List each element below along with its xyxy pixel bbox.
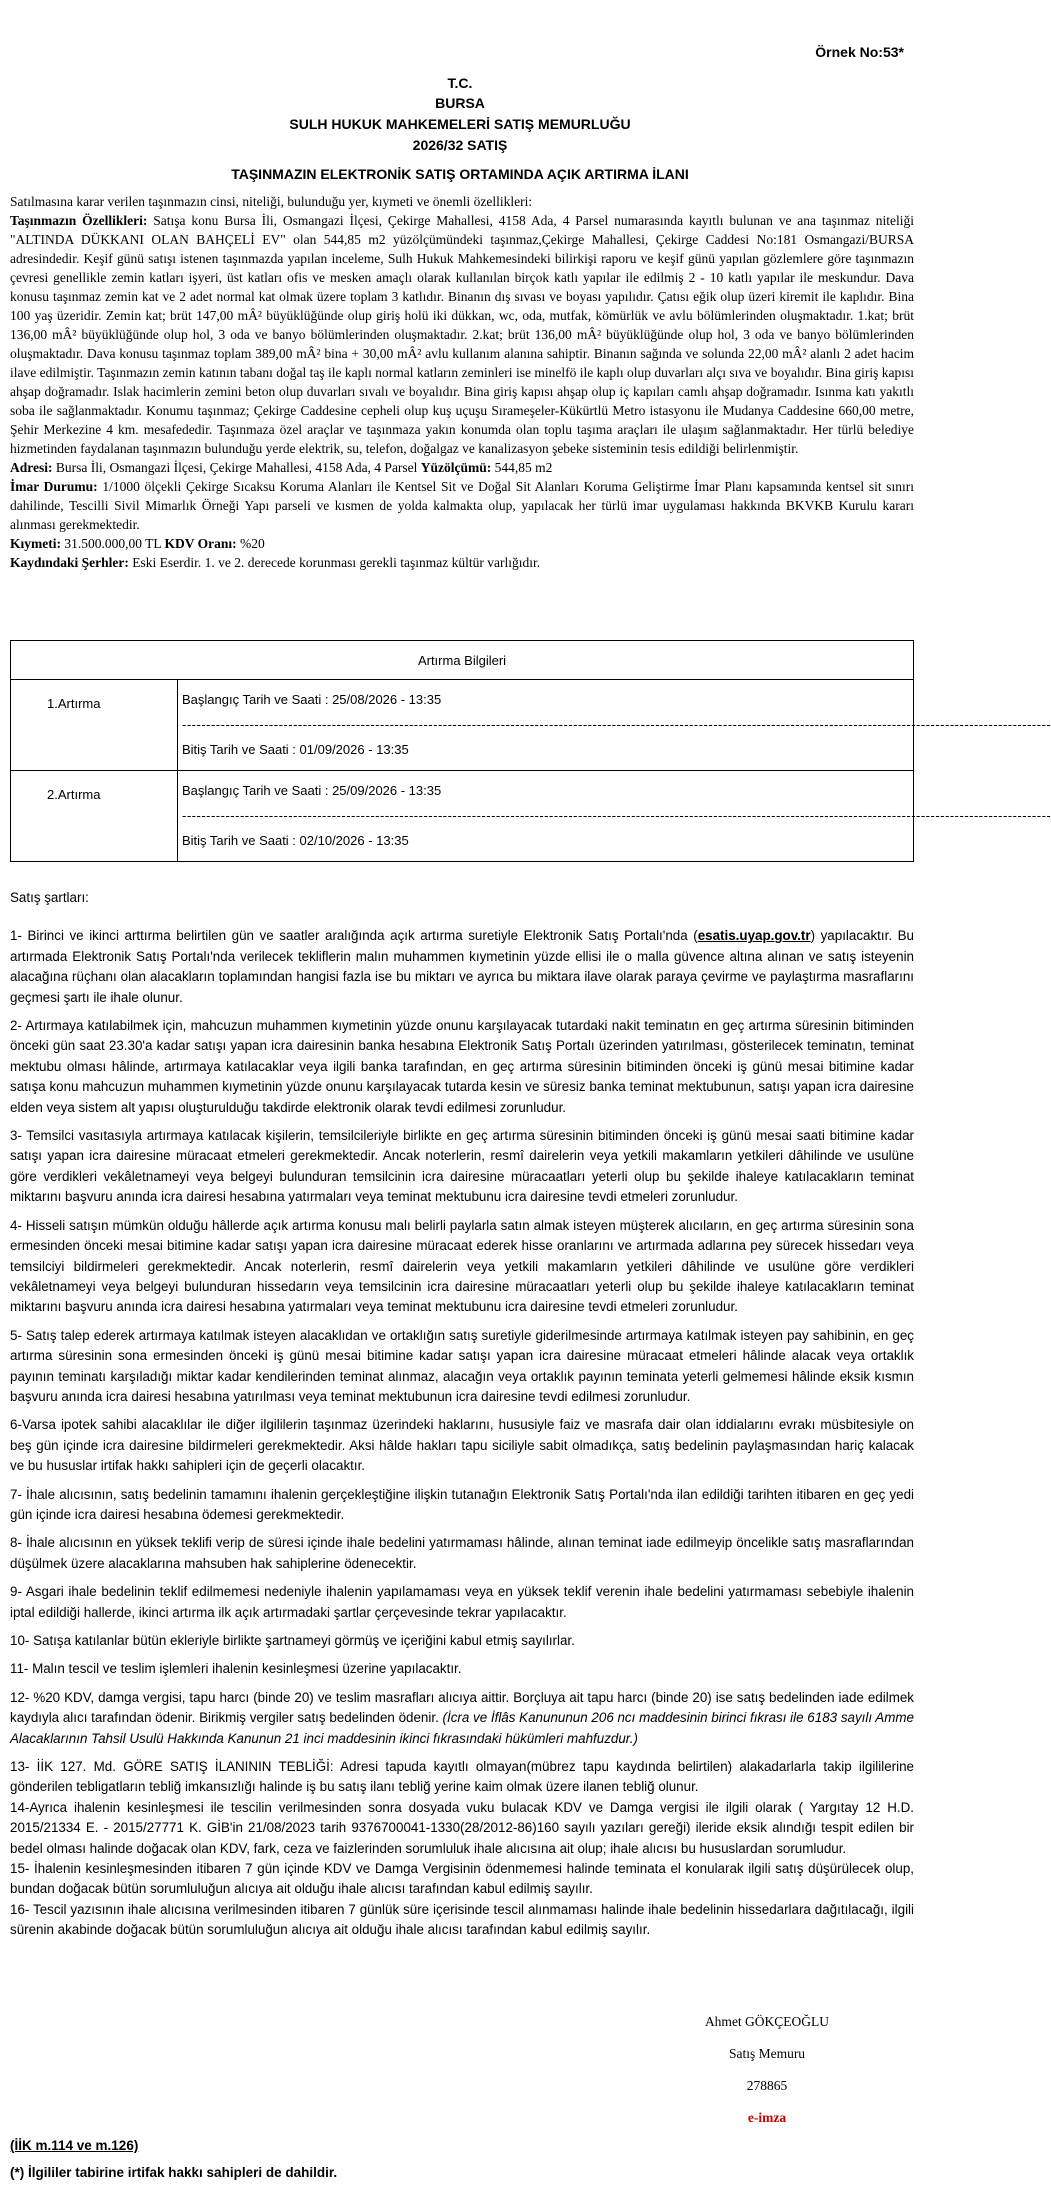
property-terms [10,553,914,572]
condition-11: 11- Malın tescil ve teslim işlemleri ihalenin kesinleşmesi üzerine yapılacaktır. [10,1661,462,1677]
condition-3: 3- Temsilci vasıtasıyla artırmaya katılacak kişilerin, temsilcileriyle birlikte en geç artırma süresinin bitiminden önceki iş günü mesai saati bitimine kadar satışı yapan icra dairesine müracaat etmeleri gerekmektedir. Ancak noterlerin, resmî dairelerin veya yetkili makamların yetkileri dâhilinde ve usulüne göre verdikleri vekâletnameyi veya belgeyi bulunduran temsilcinin icra dairesine müracaatları yeterli olup bu şekilde ihaleye katılacakların teminat miktarını başvuru anında icra dairesi hesabına yatırmaları veya teminat mektubunu icra dairesine tevdi etmeleri zorunludur. [10,1128,914,1205]
footer-note: (*) İlgililer tabirine irtifak hakkı sahipleri de dahildir. [10,2165,338,2180]
property-features [10,211,914,458]
zoning-label: İmar Durumu: [10,479,98,494]
property-zoning [10,477,914,534]
zoning-text: 1/1000 ölçekli Çekirge Sıcaksu Koruma Alanları ile Kentsel Sit ve Doğal Sit Alanları Koruma Geliştirme İmar Planı kapsamında kentsel sit sınırı dahilinde, Tescilli Sivil Mimarlık Örneği Yapı parseli ve kısmen de yolda kalmakta olup, yapılacak her türlü imar uygulaması hakkında BKVKB Kurulu kararı alınması gerekmektedir. [10,479,915,532]
condition-5: 5- Satış talep ederek artırmaya katılmak isteyen alacaklıdan ve ortaklığın satış suretiyle giderilmesinde artırmaya katılmak isteyen pay sahibinin, en geç artırma süresinin sona ermesinden önceki iş günü mesai bitimine kadar satışı yapan icra dairesine müracaat etmeleri hâlinde alacak veya ortaklık payının teminatı karşıladığı miktar kadar kendilerinden teminat alınmaz, alacağın veya ortaklık payının teminata yeterli gelmemesi hâlinde eksik kısmın başvuru anında icra dairesi hesabına yatırılması veya teminat mektubunun icra dairesine tevdi edilmesi zorunludur. [10,1327,914,1404]
intro-text: Satılmasına karar verilen taşınmazın cinsi, niteliği, bulunduğu yer, kıymeti ve önemli özellikleri: [10,194,533,209]
condition-1-text: 1- Birinci ve ikinci arttırma belirtilen gün ve saatler aralığında açık artırma suretiyle Elektronik Satış Portalı'nda ( [10,928,698,944]
law-reference: (İİK m.114 ve m.126) [10,2138,139,2153]
condition-16: 16- Tescil yazısının ihale alıcısına verilmesinden itibaren 7 günlük süre içerisinde tescil alınmaması halinde ihale bedelinin hissedarlara dağıtılacağı, ilgili sürenin akabinde doğacak bütün sorumluluğun alıcıya ait olduğu ihale alıcısı tarafından kabul edilmiş sayılır. [10,1901,914,1938]
conditions-title: Satış şartları: [10,890,89,905]
separator-line: ------------------------------------------------------------------------------------------------------------------------------------------------------------------------------------ [182,808,1051,823]
table-row [11,680,914,771]
condition-14: 14-Ayrıca ihalenin kesinleşmesi ile tescilin verilmesinden sonra dosyada vuku bulacak KDV ve Damga vergisi ile ilgili olarak ( Yargıtay 12 H.D. 2015/21334 E. - 2015/27771 K. GİB'in 21/08/2023 tarih 9376700041-1330(28/2012-86)160 sayılı yazıları gereği) ileride eksik alındığı tespit edilen bir bedel olması halinde doğacak olan KDV, fark, ceza ve faizlerinden sorumluluk ihale alıcısına ait olup; ihale alıcısı bu hususlardan sorumludur. [10,1799,914,1856]
auction-info-table [10,640,1051,862]
auction-end: Bitiş Tarih ve Saati : 02/10/2026 - 13:35 [182,833,409,848]
page-title: TAŞINMAZIN ELEKTRONİK SATIŞ ORTAMINDA AÇIK ARTIRMA İLANI [231,166,689,182]
property-value [10,534,914,553]
area-text: 544,85 m2 [494,460,553,475]
condition-13: 13- İİK 127. Md. GÖRE SATIŞ İLANININ TEBLİĞİ: Adresi tapuda kayıtlı olmayan(mübrez tapu kaydında belirtilen) alakadarlarla takip ilgililerine gönderilen tebligatların tebliğ imkansızlığı halinde iş bu satış ilanı tebliğ yerine kaim olmak üzere ilanen tebliğ olunur. [10,1759,914,1795]
condition-9: 9- Asgari ihale bedelinin teklif edilmemesi nedeniyle ihalenin yapılamaması veya en yüksek teklif verenin ihale bedelini yatırmaması sebebiyle ihalenin iptal edildiği hallerde, ikinci artırma ilk açık artırmadaki şartlar çerçevesinde tekrar yapılacaktır. [10,1584,914,1620]
e-signature-label: e-imza [747,2110,787,2125]
auction-round-label: 2.Artırma [11,771,178,862]
condition-6: 6-Varsa ipotek sahibi alacaklılar ile diğer ilgililerin taşınmaz üzerindeki haklarını, hususiyle faiz ve masrafa dair olan iddialarını evrakı müsbitesiyle on beş gün içinde icra dairesine bildirmeleri gerekmektedir. Aksi hâlde hakları tapu siciliyle sabit olmadıkça, satış bedelinin paylaşmasından hariç kalacak ve bu hususlar irtifak hakkı sahipleri için de geçerli olacaktır. [10,1417,914,1474]
condition-12 [10,1688,914,1749]
sample-number: Örnek No:53* [815,44,904,60]
auction-round-dates [178,771,1051,862]
header-file-no: 2026/32 SATIŞ [412,137,508,153]
terms-label: Kaydındaki Şerhler: [10,555,129,570]
table-row [11,771,914,862]
auction-round-dates [178,680,1051,771]
value-label: Kıymeti: [10,536,61,551]
property-address [10,458,914,477]
auction-round-label: 1.Artırma [11,680,178,771]
terms-text: Eski Eserdir. 1. ve 2. derecede korunması gerekli taşınmaz kültür varlığıdır. [132,555,541,570]
condition-2: 2- Artırmaya katılabilmek için, mahcuzun muhammen kıymetinin yüzde onunu karşılayacak tutardaki nakit teminatın en geç artırma süresinin bitiminden önceki gün saat 23.30'a kadar satışı yapan icra dairesinin banka hesabına Elektronik Satış Portalı üzerinden yatırılması, gösterilecek teminatın, teminat mektubu olması hâlinde, artırmaya katılacaklar veya ilgili banka tarafından, en geç artırma süresinin bitiminden önceki iş günü mesai bitimine kadar satışa konu mahcuzun muhammen kıymetinin yüzde onunu karşılayacak tutarda kesin ve süresiz banka teminat mektubunun, satışı yapan icra dairesine elden veya sistem alt yapısı oluşturulduğu takdirde elektronik olarak tevdi edilmesi zorunludur. [10,1018,914,1115]
features-text: Satışa konu Bursa İli, Osmangazi İlçesi, Çekirge Mahallesi, 4158 Ada, 4 Parsel numarasında kayıtlı bulunan ve ana taşınmaz niteliği "ALTINDA DÜKKANI OLAN BAHÇELİ EV" olan 544,85 m2 yüzölçümündeki taşınmaz,Çekirge Mahallesi, Çekirge Caddesi No:181 Osmangazi/BURSA adresindedir. Keşif günü satışı istenen taşınmazda yapılan inceleme, Sulh Hukuk Mahkemesindeki bilirkişi raporu ve keşif günü yapılan gözlemlere göre taşınmazın çevresi genellikle zemin katları işyeri, üst katları ofis ve mesken amaçlı olarak kullanılan birçok katlı yapılar ile edilmiş 2 - 10 katlı yapılar ile meskundur. Dava konusu taşınmaz zemin kat ve 2 adet normal kat olmak üzere toplam 3 katlıdır. Binanın dış sıvası ve boyası yapılıdır. Çatısı eğik olup üzeri kiremit ile kaplıdır. Bina 100 yaş üzeridir. Zemin kat; brüt 147,00 mÂ² büyüklüğünde olup giriş holü iki dükkan, wc, oda, mutfak, kömürlük ve avlu bölümlerinden oluşmaktadır. 1.kat; brüt 136,00 mÂ² büyüklüğünde olup hol, 3 oda ve banyo bölümlerinden oluşmaktadır. 2.kat; brüt 136,00 mÂ² büyüklüğünde olup hol, 3 oda ve banyo bölümlerinden oluşmaktadır. Dava konusu taşınmaz toplam 389,00 mÂ² bina + 30,00 mÂ² avlu kullanım alanına sahiptir. Binanın sağında ve solunda 22,00 mÂ² alanlı 2 adet hacim ilave edilmiştir. Taşınmazın zemin katının tabanı doğal taş ile kaplı normal katların zeminleri ise minelfö ile kaplı olup duvarları alçı sıva ve boyalıdır. Bina giriş kapısı ahşap doğramadır. Islak hacimlerin zemini beton olup duvarları sıvalı ve boyalıdır. Bina giriş kapısı ahşap olup iç kapıları camlı ahşap doğramadır. Isınma katı yakıtlı soba ile sağlanmaktadır. Konumu taşınmaz; Çekirge Caddesine cepheli olup kuş uçuşu Sırameşeler-Kükürtlü Metro istasyonu ile Mudanya Caddesine 660,00 metre, Şehir Merkezine 4 km. mesafededir. Taşınmaza özel araçlar ve taşınmaza yakın konumda olan toplu taşıma araçları ile ulaşım sağlanmaktadır. Her türlü belediye hizmetinden faydalanan taşınmazın bulunduğu yerde elektrik, su, telefon, doğalgaz ve kanalizasyon şebeke sisteminin tesis edildiği belirlenmiştir. [10,213,915,456]
condition-15: 15- İhalenin kesinleşmesinden itibaren 7 gün içinde KDV ve Damga Vergisinin ödenmemesi halinde teminata el konularak ilgili satış düşürülecek olup, bundan doğacak bütün sorumluluğun alıcıya ait olduğu ihale alıcısı tarafından kabul edilmiş sayılır. [10,1861,914,1897]
esatis-link[interactable]: esatis.uyap.gov.tr [697,928,811,944]
condition-4: 4- Hisseli satışın mümkün olduğu hâllerde açık artırma konusu malı belirli paylarla satın almak isteyen müşterek alıcıların, en geç artırma süresinin sona ermesinden önceki mesai bitimine kadar satışı yapan icra dairesine müracaat ederek hisse oranlarını ve artırmada adlarına pey sürecek hissedarı veya temsilciyi bildirmeleri gerekmektedir. Ancak noterlerin, resmî dairelerin veya yetkili makamların yetkileri dâhilinde ve usulüne göre verdikleri vekâletnameyi veya belgeyi bulunduran hissedarın veya temsilcinin icra dairesine müracaatları yeterli olup bu şekilde ihaleye katılacakların teminat miktarını başvuru anında icra dairesi hesabına yatırmaları veya teminat mektubunu icra dairesine tevdi etmeleri zorunludur. [10,1217,914,1315]
condition-1-text-end: ) yapılacaktır. Bu artırmada Elektronik Satış Portalı'nda verilecek tekliflerin malın muhammen kıymetinin yüzde ellisi ile o malla güvence altına alınan ve satış isteyenin alacağına rüçhanı olan alacakların toplamından hangisi fazla ise bu miktarı ve ayrıca bu miktara ilave olarak paraya çevirme ve paylaştırma masraflarını geçmesi şartı ile ihale olunur. [10,928,914,1005]
auction-start: Başlangıç Tarih ve Saati : 25/08/2026 - 13:35 [182,692,442,707]
features-label: Taşınmazın Özellikleri: [10,213,148,228]
signer-name: Ahmet GÖKÇEOĞLU [704,2014,830,2029]
auction-end: Bitiş Tarih ve Saati : 01/09/2026 - 13:35 [182,742,409,757]
header-city: BURSA [435,95,485,111]
condition-7: 7- İhale alıcısının, satış bedelinin tamamını ihalenin gerçekleştiğine ilişkin tutanağın Elektronik Satış Portalı'nda ilan edildiği tarihten itibaren en geç yedi gün içinde icra dairesi hesabına ödemesi gerekmektedir. [10,1486,914,1522]
auction-table-header: Artırma Bilgileri [11,641,914,680]
vat-label: KDV Oranı: [164,536,237,551]
auction-start: Başlangıç Tarih ve Saati : 25/09/2026 - 13:35 [182,783,442,798]
sale-conditions [10,888,914,1941]
area-label: Yüzölçümü: [420,460,492,475]
vat-text: %20 [240,536,265,551]
condition-10: 10- Satışa katılanlar bütün ekleriyle birlikte şartnameyi görmüş ve içeriğini kabul etmiş sayılırlar. [10,1633,575,1648]
signature-block [667,2006,867,2134]
signer-number: 278865 [746,2078,788,2093]
address-label: Adresi: [10,460,53,475]
condition-1 [10,926,914,1008]
condition-12-text: 12- %20 KDV, damga vergisi, tapu harcı (binde 20) ve teslim masrafları alıcıya aittir. Borçluya ait tapu harcı (binde 20) ise satış bedelinden iade edilmek kaydıyla alıcı tarafından ödenir. Birikmiş vergiler satış bedelinden ödenir. [10,1689,914,1726]
property-section [10,192,914,572]
header-office: SULH HUKUK MAHKEMELERİ SATIŞ MEMURLUĞU [289,116,631,132]
address-text: Bursa İli, Osmangazi İlçesi, Çekirge Mahallesi, 4158 Ada, 4 Parsel [55,460,418,475]
signer-title: Satış Memuru [728,2046,806,2061]
condition-12-italic: (İcra ve İflâs Kanununun 206 ncı maddesinin birinci fıkrası ile 6183 sayılı Amme Alacaklarının Tahsil Usulü Hakkında Kanunun 21 inci maddesinin ikinci fıkrasındaki hükümleri mahfuzdur.) [10,1710,914,1746]
separator-line: ------------------------------------------------------------------------------------------------------------------------------------------------------------------------------------ [182,717,1051,732]
header-tc: T.C. [447,75,473,91]
value-text: 31.500.000,00 TL [64,536,162,551]
condition-8: 8- İhale alıcısının en yüksek teklifi verip de süresi içinde ihale bedelini yatırmaması hâlinde, alınan teminat iade edilmeyip öncelikle satış masraflarından düşülmek üzere alacaklarına mahsuben hak sahiplerine ödenecektir. [10,1535,914,1571]
